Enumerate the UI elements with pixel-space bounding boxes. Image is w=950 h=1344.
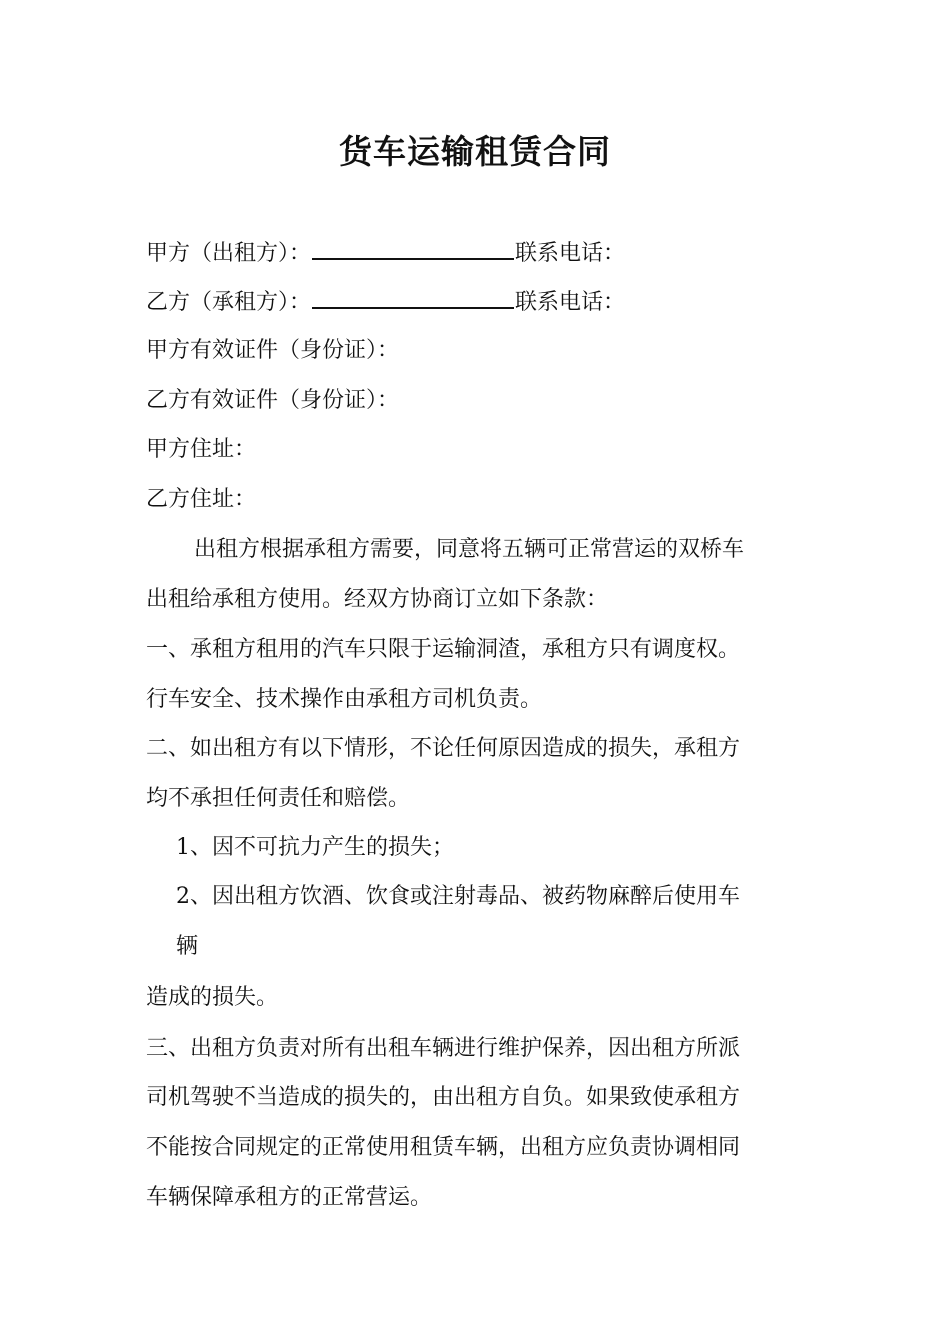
clause-3-line: 车辆保障承租方的正常营运。 bbox=[146, 1185, 433, 1210]
clause-1-line: 行车安全、技术操作由承租方司机负责。 bbox=[146, 687, 543, 712]
party-b-label: 乙方（承租方）： bbox=[146, 290, 312, 315]
party-b-id-line: 乙方有效证件（身份证）： bbox=[146, 388, 400, 413]
clause-2-line: 二、如出租方有以下情形，不论任何原因造成的损失，承租方 bbox=[146, 736, 741, 761]
clause-3-line: 不能按合同规定的正常使用租赁车辆，出租方应负责协调相同 bbox=[146, 1135, 741, 1160]
party-a-name-blank bbox=[312, 236, 514, 260]
party-a-address-line: 甲方住址： bbox=[146, 437, 257, 462]
party-a-phone-label: 联系电话： bbox=[515, 241, 626, 266]
party-b-name-blank bbox=[312, 285, 514, 309]
clause-3-line: 三、出租方负责对所有出租车辆进行维护保养，因出租方所派 bbox=[146, 1036, 741, 1061]
party-a-label: 甲方（出租方）： bbox=[146, 241, 312, 266]
document-title: 货车运输租赁合同 bbox=[339, 132, 611, 171]
party-b-line bbox=[146, 285, 625, 319]
intro-line: 出租给承租方使用。经双方协商订立如下条款： bbox=[146, 587, 609, 612]
clause-2-item: 辆 bbox=[176, 934, 199, 959]
party-b-phone-label: 联系电话： bbox=[515, 290, 626, 315]
clause-1-line: 一、承租方租用的汽车只限于运输洞渣，承租方只有调度权。 bbox=[146, 637, 741, 662]
clause-2-item: 1、因不可抗力产生的损失； bbox=[176, 835, 454, 860]
party-a-line bbox=[146, 236, 625, 270]
intro-line: 出租方根据承租方需要，同意将五辆可正常营运的双桥车 bbox=[194, 537, 745, 562]
party-b-address-line: 乙方住址： bbox=[146, 487, 257, 512]
clause-2-item: 2、因出租方饮酒、饮食或注射毒品、被药物麻醉后使用车 bbox=[176, 884, 740, 909]
clause-2-item: 造成的损失。 bbox=[146, 985, 279, 1010]
clause-2-line: 均不承担任何责任和赔偿。 bbox=[146, 786, 411, 811]
clause-3-line: 司机驾驶不当造成的损失的，由出租方自负。如果致使承租方 bbox=[146, 1085, 741, 1110]
party-a-id-line: 甲方有效证件（身份证）： bbox=[146, 338, 400, 363]
